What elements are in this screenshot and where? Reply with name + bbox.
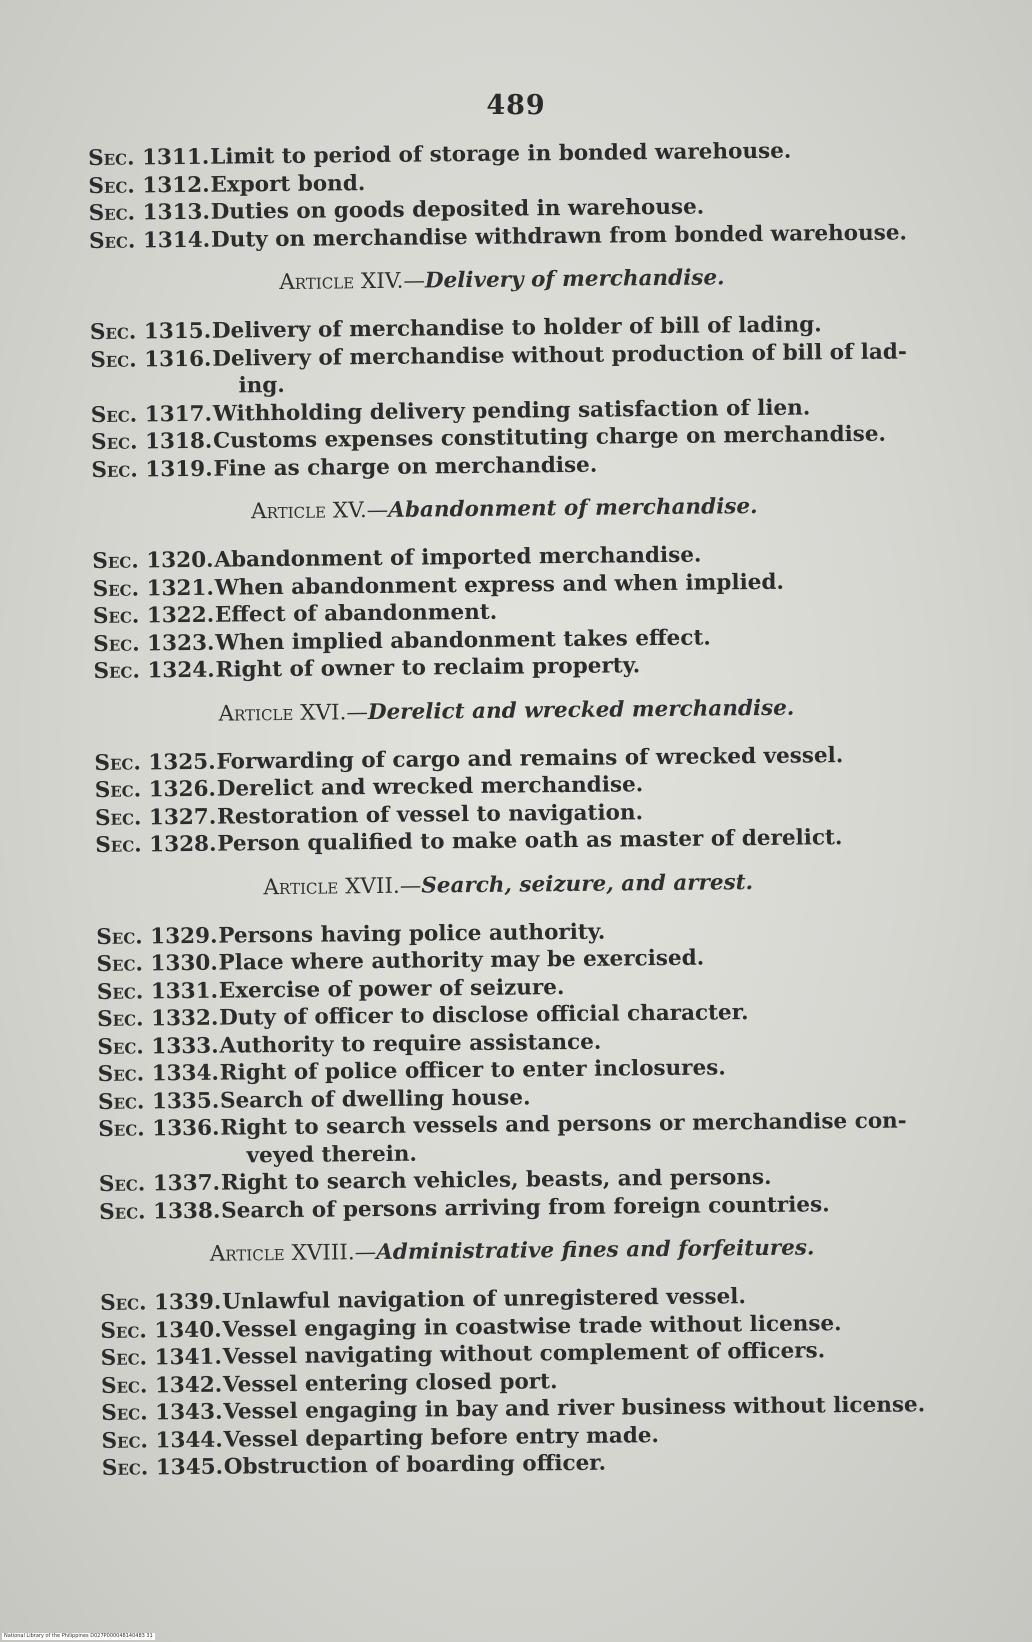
section-prefix: Sec. xyxy=(95,832,142,858)
section-prefix: Sec. xyxy=(96,978,144,1005)
scan-footer: National Library of the Philippines D027P000048140483 31 xyxy=(4,1633,153,1639)
section-number-value: 1338. xyxy=(152,1198,221,1224)
table-of-sections xyxy=(88,136,927,1482)
section-prefix: Sec. xyxy=(101,1400,148,1426)
section-number xyxy=(92,547,214,576)
section-prefix: Sec. xyxy=(90,347,137,373)
section-prefix: Sec. xyxy=(90,429,138,455)
section-prefix: Sec. xyxy=(88,173,135,199)
section-number xyxy=(89,226,211,255)
section-number-value: 1337. xyxy=(152,1170,221,1197)
section-title-continuation: ing. xyxy=(238,372,285,399)
section-number-value: 1334. xyxy=(151,1060,220,1087)
section-number-value: 1342. xyxy=(154,1372,223,1398)
section-title: Obstruction of boarding officer. xyxy=(223,1450,607,1480)
section-number xyxy=(91,400,213,429)
section-number-value: 1317. xyxy=(144,401,213,427)
section-prefix: Sec. xyxy=(94,804,142,831)
section-number-value: 1327. xyxy=(148,804,217,830)
section-prefix: Sec. xyxy=(101,1455,149,1481)
section-number-value: 1335. xyxy=(151,1088,220,1114)
section-title: Search of persons arriving from foreign countries. xyxy=(221,1191,830,1224)
section-title: Right to search vessels and persons or merchandise con- xyxy=(220,1108,907,1141)
section-number xyxy=(88,171,210,200)
section-prefix: Sec. xyxy=(89,319,137,345)
section-number-value: 1332. xyxy=(150,1005,219,1032)
section-number xyxy=(102,1454,224,1483)
section-number-value: 1323. xyxy=(146,630,215,656)
section-number-value: 1325. xyxy=(148,749,216,775)
section-title: Right of police officer to enter inclosures. xyxy=(219,1055,726,1086)
article-title: Administrative fines and forfeitures. xyxy=(376,1235,815,1266)
article-label: Article xyxy=(250,498,327,525)
section-number-value: 1321. xyxy=(146,575,214,601)
section-number xyxy=(101,1399,223,1428)
section-number xyxy=(94,748,216,777)
section-number xyxy=(93,657,215,686)
article-number: XVIII.— xyxy=(291,1240,377,1266)
section-prefix: Sec. xyxy=(92,603,140,629)
section-number xyxy=(98,1115,220,1144)
article-heading xyxy=(99,1233,924,1270)
section-number xyxy=(88,144,210,173)
section-number-value: 1343. xyxy=(155,1399,223,1426)
section-title: Unlawful navigation of unregistered vessel. xyxy=(221,1284,746,1315)
section-number-value: 1318. xyxy=(144,428,213,455)
section-title: Vessel engaging in coastwise trade without license. xyxy=(222,1310,842,1343)
section-number-value: 1330. xyxy=(150,950,218,977)
section-prefix: Sec. xyxy=(96,923,143,950)
section-entry xyxy=(98,1107,924,1171)
section-number-value: 1328. xyxy=(149,831,217,858)
section-title: Export bond. xyxy=(210,170,366,198)
section-prefix: Sec. xyxy=(94,777,142,803)
section-prefix: Sec. xyxy=(91,456,138,483)
section-number xyxy=(96,950,218,979)
section-number-value: 1329. xyxy=(150,923,218,949)
section-number-value: 1313. xyxy=(142,199,211,226)
article-number: XVI.— xyxy=(300,699,369,726)
section-prefix: Sec. xyxy=(92,575,140,602)
section-prefix: Sec. xyxy=(90,402,138,428)
section-number-value: 1326. xyxy=(148,776,217,803)
article-heading xyxy=(94,693,919,730)
section-number-value: 1345. xyxy=(155,1454,224,1481)
section-number xyxy=(99,1197,221,1226)
section-number xyxy=(90,345,212,374)
section-number-value: 1341. xyxy=(154,1344,223,1371)
article-heading xyxy=(89,262,914,299)
section-number xyxy=(96,922,218,951)
section-title: Authority to require assistance. xyxy=(219,1029,602,1059)
section-number xyxy=(91,428,213,457)
section-prefix: Sec. xyxy=(100,1345,148,1371)
section-number-value: 1344. xyxy=(155,1427,223,1453)
article-heading xyxy=(92,491,917,528)
section-number-value: 1336. xyxy=(152,1115,220,1142)
section-number xyxy=(93,602,215,631)
section-prefix: Sec. xyxy=(97,1061,145,1087)
article-title: Search, seizure, and arrest. xyxy=(421,869,754,899)
page-number: 489 xyxy=(486,90,546,121)
section-number xyxy=(101,1426,223,1455)
section-title: Person qualified to make oath as master of derelict. xyxy=(217,825,843,857)
section-prefix: Sec. xyxy=(96,951,144,977)
section-title: Abandonment of imported merchandise. xyxy=(214,542,702,573)
section-prefix: Sec. xyxy=(88,145,135,171)
article-heading xyxy=(96,867,921,904)
section-title: Forwarding of cargo and remains of wrecked vessel. xyxy=(216,742,844,775)
section-number-value: 1311. xyxy=(141,144,210,171)
article-number: XIV.— xyxy=(360,268,426,295)
section-title: Derelict and wrecked merchandise. xyxy=(216,772,644,802)
section-prefix: Sec. xyxy=(98,1171,146,1197)
section-title: Customs expenses constituting charge on merchandise. xyxy=(212,421,887,454)
article-label: Article xyxy=(218,700,294,727)
section-title: Effect of abandonment. xyxy=(214,599,498,628)
section-title: Persons having police authority. xyxy=(218,919,606,949)
section-number xyxy=(100,1316,222,1345)
section-number xyxy=(97,1032,219,1061)
section-title: When implied abandonment takes effect. xyxy=(215,625,711,656)
section-prefix: Sec. xyxy=(97,1006,144,1032)
section-prefix: Sec. xyxy=(97,1088,145,1115)
section-number xyxy=(93,574,215,603)
section-number xyxy=(95,803,217,832)
section-prefix: Sec. xyxy=(93,630,140,657)
section-number xyxy=(97,1005,219,1034)
article-number: XV.— xyxy=(332,497,389,524)
section-prefix: Sec. xyxy=(99,1198,146,1225)
section-number-value: 1324. xyxy=(147,657,215,684)
section-prefix: Sec. xyxy=(88,228,136,254)
section-prefix: Sec. xyxy=(88,200,136,226)
section-entry xyxy=(90,338,916,402)
section-number xyxy=(101,1371,223,1400)
section-title-continuation: veyed therein. xyxy=(246,1141,418,1168)
section-title: Vessel entering closed port. xyxy=(222,1368,558,1398)
section-title: When abandonment express and when implied. xyxy=(214,569,785,601)
section-number-value: 1322. xyxy=(146,602,215,629)
section-number xyxy=(95,776,217,805)
section-number xyxy=(98,1087,220,1116)
section-title: Vessel navigating without complement of officers. xyxy=(222,1338,826,1370)
section-title: Duty on merchandise withdrawn from bonded warehouse. xyxy=(210,219,908,253)
section-prefix: Sec. xyxy=(98,1116,145,1142)
section-number xyxy=(91,455,213,484)
section-title: Restoration of vessel to navigation. xyxy=(216,799,644,830)
section-prefix: Sec. xyxy=(94,749,141,776)
section-title: Delivery of merchandise to holder of bill of lading. xyxy=(211,312,822,344)
section-title: Withholding delivery pending satisfaction of lien. xyxy=(212,394,811,427)
section-number xyxy=(93,629,215,658)
section-number xyxy=(100,1289,222,1318)
section-number-value: 1331. xyxy=(150,978,219,1004)
section-prefix: Sec. xyxy=(93,658,141,684)
section-prefix: Sec. xyxy=(92,548,139,574)
section-number-value: 1339. xyxy=(153,1289,222,1316)
section-title: Search of dwelling house. xyxy=(219,1084,531,1114)
section-number xyxy=(90,318,212,347)
section-title: Exercise of power of seizure. xyxy=(218,974,565,1004)
section-title: Delivery of merchandise without production of bill of lad- xyxy=(212,338,907,372)
article-title: Delivery of merchandise. xyxy=(424,265,725,294)
section-prefix: Sec. xyxy=(100,1317,147,1344)
section-number-value: 1312. xyxy=(142,172,210,198)
section-title: Vessel engaging in bay and river business without license. xyxy=(223,1392,926,1425)
article-label: Article xyxy=(263,873,339,900)
article-label: Article xyxy=(209,1241,285,1267)
section-title: Duty of officer to disclose official character. xyxy=(219,1000,749,1031)
section-number-value: 1315. xyxy=(143,318,212,345)
section-number xyxy=(101,1344,223,1373)
section-number-value: 1320. xyxy=(146,547,214,574)
section-prefix: Sec. xyxy=(97,1033,144,1060)
article-label: Article xyxy=(279,269,355,296)
section-title: Duties on goods deposited in warehouse. xyxy=(210,194,705,225)
section-number xyxy=(95,831,217,860)
section-number xyxy=(99,1170,221,1199)
section-number xyxy=(98,1060,220,1089)
section-number-value: 1333. xyxy=(151,1033,219,1059)
section-number-value: 1316. xyxy=(144,346,212,372)
section-number-value: 1319. xyxy=(145,456,213,482)
section-title: Place where authority may be exercised. xyxy=(218,945,705,976)
section-prefix: Sec. xyxy=(100,1372,148,1399)
section-number-value: 1314. xyxy=(142,227,211,253)
section-number xyxy=(97,977,219,1006)
section-number-value: 1340. xyxy=(154,1317,222,1343)
section-title: Vessel departing before entry made. xyxy=(223,1422,660,1453)
article-title: Derelict and wrecked merchandise. xyxy=(367,695,795,725)
section-number xyxy=(89,199,211,228)
section-title: Right of owner to reclaim property. xyxy=(215,653,641,683)
section-prefix: Sec. xyxy=(100,1290,147,1316)
section-title: Fine as charge on merchandise. xyxy=(213,452,598,482)
article-number: XVII.— xyxy=(345,873,422,899)
section-prefix: Sec. xyxy=(101,1427,149,1454)
section-title: Limit to period of storage in bonded warehouse. xyxy=(210,138,792,170)
section-title: Right to search vehicles, beasts, and persons. xyxy=(220,1164,772,1196)
article-title: Abandonment of merchandise. xyxy=(388,494,758,523)
